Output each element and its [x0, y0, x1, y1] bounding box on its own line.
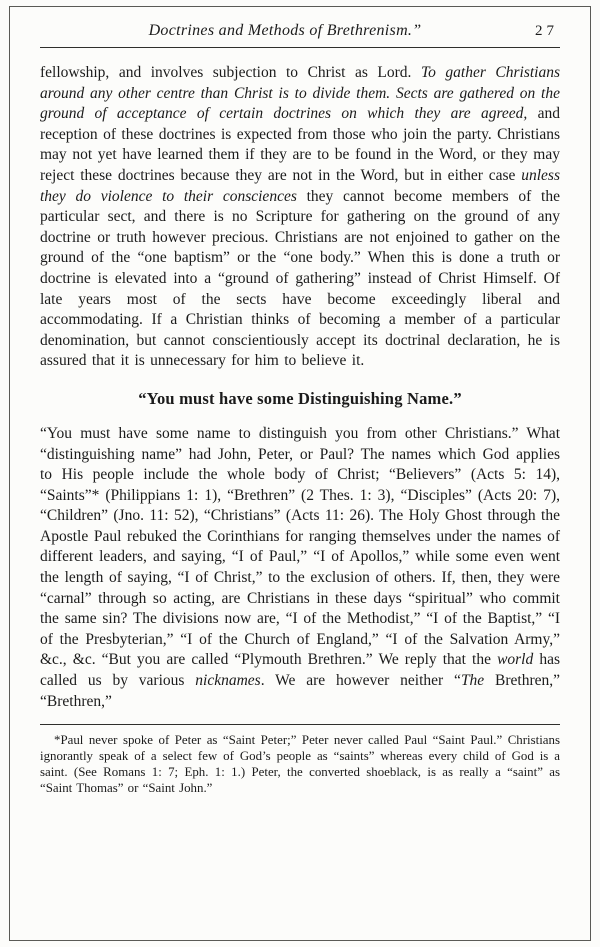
text-segment: . We are however neither “ [260, 672, 461, 690]
paragraph-2 [40, 424, 560, 712]
page-content [40, 22, 560, 796]
text-segment: fellowship, and involves subjection to Christ as Lord. [40, 64, 421, 81]
page-number: 27 [535, 23, 558, 39]
footnote [40, 732, 560, 796]
text-segment: “You must have some name to distinguish you from other Christians.” What “distinguishing name” had John, Peter, or Paul? The names which God applies to His people include the whole body of Christ; “Believers” (Acts 5: 14), “Saints”* (Philippians 1: 1), “Brethren” (2 Thes. 1: 3), “Disciples” (Acts 20: 7), “Children” (Jno. 11: 52), “Christians” (Acts 11: 26). The Holy Ghost through the Apostle Paul rebuked the Corinthians for ranging themselves under the names of different leaders, and saying, “I of Paul,” “I of Apollos,” while some even went the length of saying, “I of Christ,” to the exclusion of others. If, then, they were “carnal” through so acting, are Christians in these days “spiritual” who commit the same sin? The divisions now are, “I of the Methodist,” “I of the Baptist,” “I of the Presbyterian,” “I of the Church of England,” “I of the Salvation Army,” &c., &c. “But you are called “Plymouth Brethren.” We reply that the [40, 424, 560, 669]
text-segment: Brethren,” “Brethren,” [40, 672, 561, 710]
text-segment: nicknames [195, 672, 261, 690]
running-title: Doctrines and Methods of Brethrenism.” [148, 22, 422, 39]
text-segment: To gather Christians around any other centre than Christ is to divide them. Sects are gathered on the ground of acceptance of certain doctrines on which they are agreed, [40, 64, 560, 123]
text-segment: unless they do violence to their consciences [40, 166, 560, 205]
text-segment: has called us by various [40, 651, 560, 690]
running-header [40, 22, 560, 40]
paragraph-1 [40, 63, 560, 372]
text-segment: they cannot become members of the particular sect, and there is no Scripture for gathering on the ground of any doctrine or truth however precious. Christians are not enjoined to gather on the ground of the “one baptism” or the “one body.” When this is done a truth or doctrine is elevated into a “ground of gathering” instead of Christ Himself. Of late years most of the sects have become exceedingly liberal and accommodating. If a Christian thinks of becoming a member of a particular denomination, but cannot conscientiously accept its doctrinal declaration, he is assured that it is unnecessary for him to believe it. [40, 187, 560, 370]
text-segment: world [497, 651, 534, 669]
text-segment: *Paul never spoke of Peter as “Saint Peter;” Peter never called Paul “Saint Paul.” Christians ignorantly speak of a select few of God’s people as “saints” whereas every child of God is a saint. (See Romans 1: 7; Eph. 1: 1.) Peter, the converted shoeblack, is as really a “saint” as “Saint Thomas” or “Saint John.” [40, 733, 560, 796]
text-segment: The [460, 672, 485, 690]
text-segment: and reception of these doctrines is expected from those who join the party. Christians may not yet have learned them if they are to be found in the Word, or they may reject these doctrines because they are not in the Word, but in either case [40, 105, 560, 184]
section-heading: “You must have some Distinguishing Name.” [138, 388, 462, 408]
footnote-rule [40, 724, 560, 725]
header-rule [40, 47, 560, 48]
